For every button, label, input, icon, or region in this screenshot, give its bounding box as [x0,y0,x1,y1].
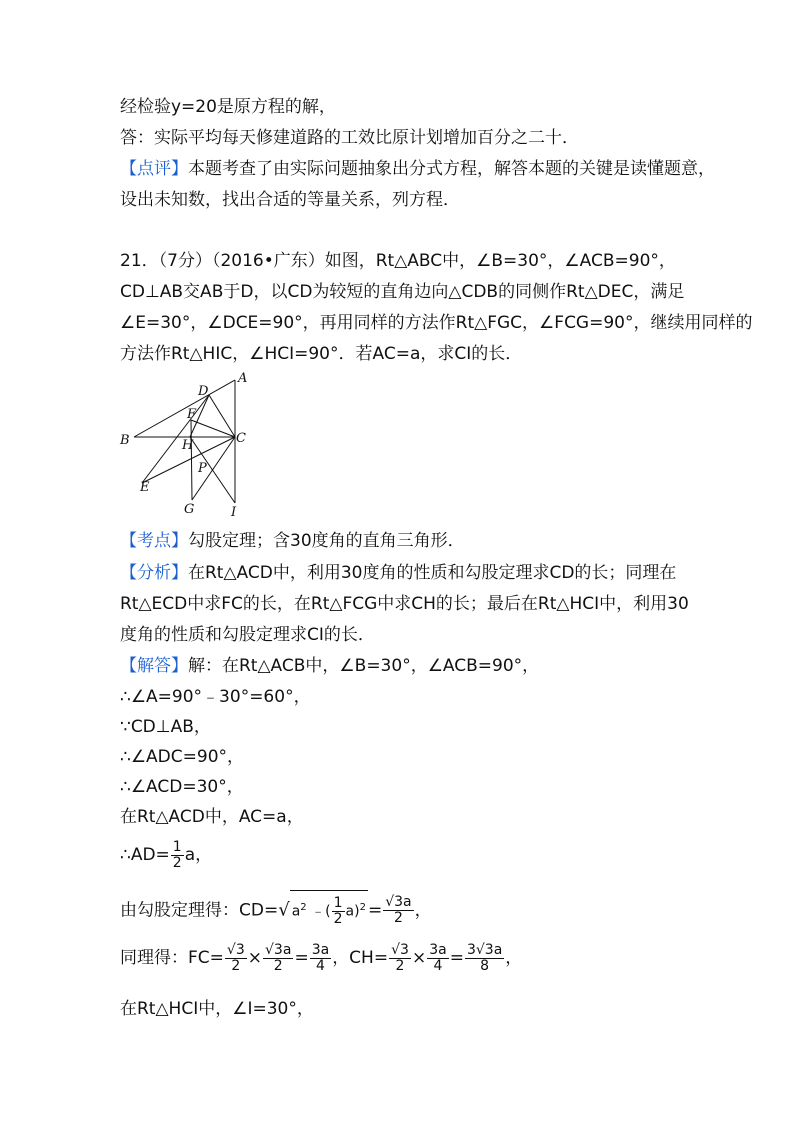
label-E: E [140,480,150,495]
step-5: 在Rt△ACD中，AC=a， [120,807,304,827]
question-line-3: ∠E=30°，∠DCE=90°，再用同样的方法作Rt△FGC，∠FCG=90°，继续用同样的 [120,313,753,333]
radical-cd: $a^2$ ﹣( $\frac{1}{2}$ a)$^2$ [290,890,368,929]
geometry-figure [112,368,272,523]
label-H: H [182,438,194,453]
label-B: B [120,433,130,448]
step-7: 由勾股定理得：CD=√ $a^2$ ﹣( $\frac{1}{2}$ a)$^2$ = $\frac{√3a}{2}$ ， [120,890,432,929]
fenxi-tag: 【分析】 [120,563,188,583]
kaodian-line [120,530,465,552]
question-line-1: 21．（7分）（2016•广东）如图，Rt△ABC中，∠B=30°，∠ACB=90°， [120,251,676,271]
label-F: F [187,407,197,422]
question-line-4: 方法作Rt△HIC，∠HCI=90°．若AC=a，求CI的长． [120,344,523,364]
step-1: ∴∠A=90°﹣30°=60°， [120,687,311,707]
segment-DC [209,395,235,437]
comment-line [120,158,715,180]
segment-BA [134,380,235,437]
label-G: G [184,502,195,517]
fraction-cd: $\frac{√3a}{2}$ [385,894,412,927]
fraction-half: $\frac{1}{2}$ [172,838,182,871]
text-line-1: 经检验y=20是原方程的解， [120,97,336,117]
label-I: I [231,505,237,520]
kaodian-tag: 【考点】 [120,531,188,551]
question-line-2: CD⊥AB交AB于D，以CD为较短的直角边向△CDB的同侧作Rt△DEC，满足 [120,282,685,302]
label-C: C [236,431,246,446]
step-3: ∴∠ADC=90°， [120,747,245,767]
fraction-fc: $\frac{3a}{4}$ [311,941,330,974]
label-D: D [198,384,209,399]
jieda-text: 解：在Rt△ACB中，∠B=30°，∠ACB=90°， [188,656,540,676]
jieda-line [120,655,539,677]
label-A: A [238,371,248,386]
comment-tag: 【点评】 [120,159,188,179]
fenxi-line-3: 度角的性质和勾股定理求CI的长． [120,625,375,645]
fenxi-text-1: 在Rt△ACD中，利用30度角的性质和勾股定理求CD的长；同理在 [188,563,677,583]
fraction-ch: $\frac{3√3a}{8}$ [466,941,503,974]
label-P: P [198,461,207,476]
text-line-2: 答：实际平均每天修建道路的工效比原计划增加百分之二十． [120,128,579,148]
segment-FC [191,420,235,437]
step-4: ∴∠ACD=30°， [120,777,244,797]
comment-line-2: 设出未知数，找出合适的等量关系，列方程． [120,190,460,210]
jieda-tag: 【解答】 [120,656,188,676]
step-2: ∵CD⊥AB， [120,717,211,737]
fenxi-line-2: Rt△ECD中求FC的长，在Rt△FCG中求CH的长；最后在Rt△HCI中，利用30 [120,594,689,614]
fenxi-line-1 [120,562,676,584]
kaodian-text: 勾股定理；含30度角的直角三角形． [188,531,465,551]
comment-text: 本题考查了由实际问题抽象出分式方程，解答本题的关键是读懂题意， [188,159,715,179]
step-6: ∴AD= $\frac{1}{2}$ a， [120,838,213,871]
step-9: 在Rt△HCI中，∠I=30°， [120,999,314,1019]
step-8: 同理得：FC= $\frac{√3}{2}$ × $\frac{√3a}{2}$ = $\frac{3a}{4}$ ，CH= $\frac{√3}{2}$ × $\frac{3a}{4}$ = $\frac{3√3a}{8}$ ， [120,941,523,974]
